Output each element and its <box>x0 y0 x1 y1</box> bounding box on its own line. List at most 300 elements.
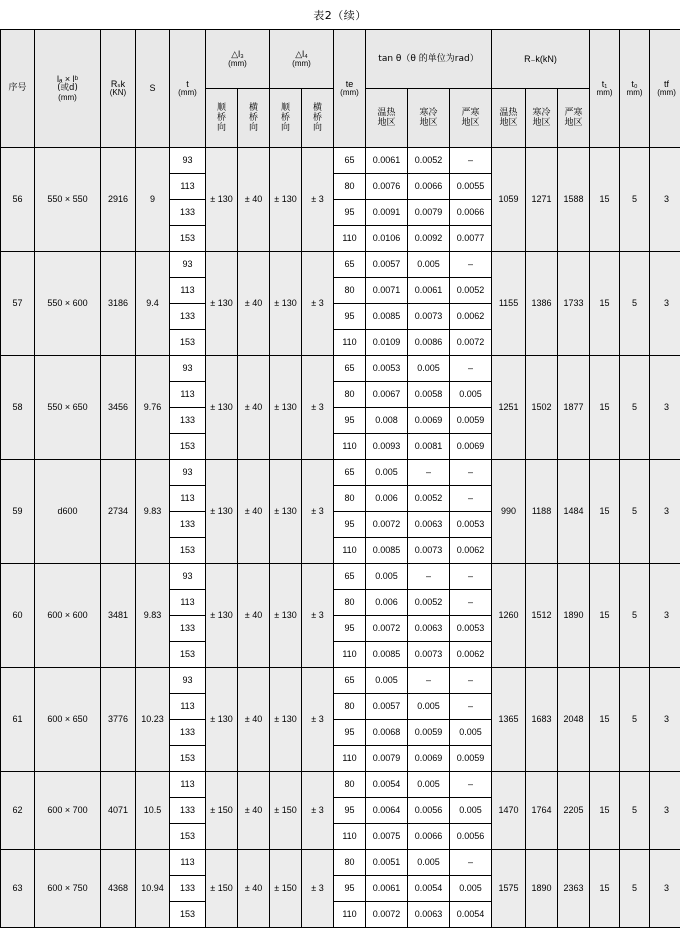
header-delta-l4 <box>270 30 334 89</box>
table-row <box>1 148 680 174</box>
header-t1-line2: mm) <box>590 89 619 98</box>
row-tan-cold <box>408 200 450 226</box>
row-tan-cold-value: 0.0092 <box>415 233 443 243</box>
row-dimension <box>35 252 101 356</box>
row-s-value: 9.76 <box>144 402 162 412</box>
header-rsk-line1: Rₛk <box>101 79 135 89</box>
row-tan-warm-value: 0.0067 <box>373 389 401 399</box>
row-rgk-severe-value: 2205 <box>564 805 584 815</box>
row-tan-severe <box>450 148 492 174</box>
row-te-value: 65 <box>344 467 354 477</box>
row-tan-cold <box>408 174 450 200</box>
row-t <box>170 148 206 174</box>
row-tan-cold-value: 0.0069 <box>415 753 443 763</box>
row-tan-severe-value: – <box>468 259 473 269</box>
row-t1-value: 15 <box>600 298 610 308</box>
row-te <box>334 434 366 460</box>
row-tan-cold-value: 0.005 <box>417 363 440 373</box>
row-tan-warm-value: 0.0093 <box>373 441 401 451</box>
row-tan-warm-value: 0.0054 <box>373 779 401 789</box>
row-tf-value: 3 <box>664 714 669 724</box>
row-tan-severe <box>450 616 492 642</box>
row-seq-value: 57 <box>12 298 22 308</box>
row-t0-value: 5 <box>632 402 637 412</box>
row-delta-l3-across <box>238 564 270 668</box>
row-tan-severe <box>450 694 492 720</box>
row-s <box>136 356 170 460</box>
row-dimension-value: 550 × 600 <box>47 298 87 308</box>
header-dl4a-1: 顺 <box>270 103 301 113</box>
row-tan-severe-value: 0.0069 <box>457 441 485 451</box>
row-te-value: 95 <box>344 883 354 893</box>
row-t1 <box>590 850 620 928</box>
header-dimension-line1: lₐ × lᵇ <box>35 74 100 84</box>
row-tan-cold <box>408 590 450 616</box>
row-te-value: 80 <box>344 779 354 789</box>
row-tan-cold <box>408 460 450 486</box>
row-te <box>334 512 366 538</box>
row-t <box>170 382 206 408</box>
row-tan-warm-value: 0.0091 <box>373 207 401 217</box>
row-rgk-cold <box>526 148 558 252</box>
row-tan-cold <box>408 746 450 772</box>
row-tan-severe <box>450 720 492 746</box>
header-t0 <box>620 30 650 148</box>
row-tan-warm-value: 0.005 <box>375 675 398 685</box>
row-tf <box>650 356 680 460</box>
row-tan-warm <box>366 798 408 824</box>
row-tan-warm <box>366 590 408 616</box>
header-t1 <box>590 30 620 148</box>
row-t0 <box>620 668 650 772</box>
row-tan-cold-value: 0.0069 <box>415 415 443 425</box>
header-rgk-warm-1: 温热 <box>492 108 525 118</box>
row-rgk-severe-value: 1877 <box>564 402 584 412</box>
row-t0-value: 5 <box>632 805 637 815</box>
row-t-value: 133 <box>180 883 195 893</box>
row-tan-cold-value: 0.0058 <box>415 389 443 399</box>
row-te-value: 80 <box>344 857 354 867</box>
row-tan-cold <box>408 356 450 382</box>
row-delta-l4-across-value: ± 3 <box>311 805 323 815</box>
row-tan-warm-value: 0.0106 <box>373 233 401 243</box>
row-t-value: 153 <box>180 909 195 919</box>
row-tan-severe <box>450 642 492 668</box>
row-te <box>334 824 366 850</box>
row-tan-warm-value: 0.0085 <box>373 311 401 321</box>
row-tan-cold <box>408 876 450 902</box>
row-te <box>334 616 366 642</box>
row-dimension-value: 600 × 600 <box>47 610 87 620</box>
row-tan-cold <box>408 616 450 642</box>
row-rsk-value: 3776 <box>108 714 128 724</box>
row-t0 <box>620 850 650 928</box>
row-tan-cold <box>408 252 450 278</box>
row-tan-warm-value: 0.0057 <box>373 701 401 711</box>
table-row <box>1 668 680 694</box>
row-t-value: 113 <box>180 779 194 789</box>
row-delta-l3-along-value: ± 130 <box>210 402 232 412</box>
row-tan-severe <box>450 512 492 538</box>
header-tan-warm-1: 温热 <box>366 108 407 118</box>
row-t0 <box>620 772 650 850</box>
row-delta-l3-across-value: ± 40 <box>245 194 262 204</box>
row-dimension <box>35 564 101 668</box>
row-tan-severe-value: 0.0062 <box>457 545 485 555</box>
row-tan-severe-value: 0.0052 <box>457 285 485 295</box>
row-te <box>334 798 366 824</box>
header-rsk <box>101 30 136 148</box>
row-te-value: 95 <box>344 311 354 321</box>
row-rgk-cold <box>526 460 558 564</box>
row-te <box>334 330 366 356</box>
row-rgk-severe <box>558 850 590 928</box>
row-t-value: 133 <box>180 311 195 321</box>
row-t-value: 153 <box>180 545 195 555</box>
row-tf-value: 3 <box>664 805 669 815</box>
row-s-value: 9.4 <box>146 298 159 308</box>
row-tan-cold <box>408 772 450 798</box>
row-delta-l3-across <box>238 668 270 772</box>
row-te <box>334 590 366 616</box>
table-row <box>1 564 680 590</box>
row-tan-severe-value: 0.0072 <box>457 337 485 347</box>
row-tan-warm-value: 0.008 <box>375 415 398 425</box>
row-t-value: 133 <box>180 207 195 217</box>
row-t-value: 153 <box>180 831 195 841</box>
row-te-value: 110 <box>342 649 356 659</box>
row-te-value: 80 <box>344 285 354 295</box>
row-tan-severe-value: 0.0055 <box>457 181 485 191</box>
row-tan-cold-value: – <box>426 675 431 685</box>
row-te <box>334 642 366 668</box>
row-delta-l3-across <box>238 148 270 252</box>
row-tan-cold-value: – <box>426 467 431 477</box>
header-tf <box>650 30 680 148</box>
row-te-value: 80 <box>344 181 354 191</box>
row-te-value: 95 <box>344 415 354 425</box>
row-t-value: 133 <box>180 623 195 633</box>
row-rgk-warm <box>492 772 526 850</box>
row-tan-severe <box>450 226 492 252</box>
row-te-value: 110 <box>342 233 356 243</box>
row-delta-l3-across <box>238 356 270 460</box>
row-dimension-value: 550 × 550 <box>47 194 87 204</box>
row-tan-cold-value: 0.0059 <box>415 727 443 737</box>
row-tan-severe <box>450 408 492 434</box>
row-rgk-warm-value: 1470 <box>499 805 519 815</box>
header-dl4a-3: 向 <box>270 123 301 133</box>
row-tan-warm <box>366 278 408 304</box>
row-tan-warm <box>366 408 408 434</box>
row-te-value: 110 <box>342 909 356 919</box>
row-te <box>334 278 366 304</box>
header-dimension-line3: (mm) <box>35 94 100 103</box>
header-tan-cold-2: 地区 <box>408 118 449 128</box>
header-tf-line1: tf <box>650 79 680 89</box>
row-delta-l3-along <box>206 252 238 356</box>
row-tf-value: 3 <box>664 506 669 516</box>
row-t-value: 133 <box>180 415 195 425</box>
row-tf <box>650 148 680 252</box>
row-tan-cold <box>408 278 450 304</box>
row-delta-l4-across <box>302 252 334 356</box>
row-tan-cold <box>408 382 450 408</box>
row-rgk-warm-value: 990 <box>501 506 516 516</box>
row-tf <box>650 772 680 850</box>
row-t <box>170 642 206 668</box>
row-tan-cold <box>408 512 450 538</box>
row-seq <box>1 148 35 252</box>
row-t0-value: 5 <box>632 506 637 516</box>
row-t-value: 153 <box>180 233 195 243</box>
row-t0 <box>620 564 650 668</box>
row-delta-l3-along-value: ± 130 <box>210 298 232 308</box>
row-te <box>334 408 366 434</box>
header-delta-l3-line2: (mm) <box>206 60 269 69</box>
table-row <box>1 252 680 278</box>
row-seq <box>1 668 35 772</box>
row-tan-cold <box>408 668 450 694</box>
row-tan-cold-value: 0.0052 <box>415 597 443 607</box>
row-dimension <box>35 460 101 564</box>
row-t-value: 153 <box>180 337 195 347</box>
row-te <box>334 668 366 694</box>
row-t <box>170 200 206 226</box>
row-rgk-severe-value: 1890 <box>564 610 584 620</box>
row-tan-severe-value: 0.0059 <box>457 753 485 763</box>
row-tan-severe <box>450 330 492 356</box>
row-tan-cold <box>408 408 450 434</box>
header-tan-warm-2: 地区 <box>366 118 407 128</box>
row-te <box>334 902 366 928</box>
row-t <box>170 486 206 512</box>
row-te-value: 110 <box>342 545 356 555</box>
row-delta-l4-along-value: ± 130 <box>274 714 296 724</box>
row-t0-value: 5 <box>632 883 637 893</box>
row-s <box>136 460 170 564</box>
row-rgk-warm <box>492 252 526 356</box>
row-t-value: 93 <box>182 155 192 165</box>
header-tan-severe-1: 严寒 <box>450 108 491 118</box>
row-rsk-value: 3456 <box>108 402 128 412</box>
row-tan-cold-value: 0.0066 <box>415 181 443 191</box>
row-delta-l4-along-value: ± 150 <box>274 805 296 815</box>
row-t0-value: 5 <box>632 714 637 724</box>
row-t1-value: 15 <box>600 883 610 893</box>
row-rgk-cold <box>526 668 558 772</box>
row-tan-warm <box>366 694 408 720</box>
row-t <box>170 668 206 694</box>
row-tan-warm <box>366 252 408 278</box>
row-tan-cold <box>408 148 450 174</box>
row-tan-severe <box>450 252 492 278</box>
header-t0-line2: mm) <box>620 89 649 98</box>
row-delta-l3-along <box>206 668 238 772</box>
row-tan-cold-value: 0.0079 <box>415 207 443 217</box>
row-delta-l4-across-value: ± 3 <box>311 610 323 620</box>
row-tan-cold-value: 0.0081 <box>415 441 443 451</box>
row-tan-severe <box>450 278 492 304</box>
row-delta-l3-across <box>238 772 270 850</box>
row-tan-warm <box>366 304 408 330</box>
row-t <box>170 616 206 642</box>
row-rgk-warm <box>492 356 526 460</box>
row-te <box>334 382 366 408</box>
row-tan-severe-value: 0.005 <box>459 389 482 399</box>
row-t <box>170 252 206 278</box>
row-rgk-warm <box>492 564 526 668</box>
row-tan-severe-value: 0.0077 <box>457 233 485 243</box>
header-rgk-cold <box>526 89 558 148</box>
row-t0 <box>620 356 650 460</box>
row-t-value: 93 <box>182 467 192 477</box>
row-rsk-value: 4071 <box>108 805 128 815</box>
row-t-value: 153 <box>180 753 195 763</box>
row-delta-l4-across-value: ± 3 <box>311 402 323 412</box>
row-rgk-warm-value: 1155 <box>499 298 518 308</box>
header-rsk-line2: (KN) <box>101 89 135 98</box>
row-tan-warm <box>366 460 408 486</box>
row-delta-l4-across <box>302 850 334 928</box>
row-tan-cold <box>408 720 450 746</box>
row-t1-value: 15 <box>600 194 610 204</box>
row-t-value: 113 <box>180 597 194 607</box>
row-tan-cold-value: 0.0073 <box>415 649 443 659</box>
row-delta-l3-across-value: ± 40 <box>245 402 262 412</box>
row-te-value: 80 <box>344 701 354 711</box>
row-t1 <box>590 564 620 668</box>
row-t <box>170 876 206 902</box>
header-delta-l4-across <box>302 89 334 148</box>
row-rgk-warm-value: 1575 <box>499 883 519 893</box>
table-row <box>1 772 680 798</box>
row-rgk-cold-value: 1271 <box>532 194 552 204</box>
row-t0 <box>620 252 650 356</box>
row-te-value: 65 <box>344 155 354 165</box>
row-te <box>334 486 366 512</box>
row-dimension <box>35 356 101 460</box>
row-tan-severe-value: – <box>468 571 473 581</box>
row-seq-value: 62 <box>12 805 22 815</box>
row-t <box>170 538 206 564</box>
row-tan-warm <box>366 434 408 460</box>
row-tan-warm-value: 0.0053 <box>373 363 401 373</box>
header-rgk-severe-1: 严寒 <box>558 108 589 118</box>
row-te <box>334 226 366 252</box>
row-t <box>170 330 206 356</box>
row-delta-l4-along <box>270 564 302 668</box>
row-te <box>334 148 366 174</box>
row-te-value: 65 <box>344 675 354 685</box>
row-delta-l3-along <box>206 460 238 564</box>
row-delta-l4-along <box>270 772 302 850</box>
row-dimension-value: 600 × 650 <box>47 714 87 724</box>
row-t <box>170 434 206 460</box>
row-dimension <box>35 850 101 928</box>
row-dimension <box>35 772 101 850</box>
row-tan-warm-value: 0.0072 <box>373 909 401 919</box>
row-seq <box>1 460 35 564</box>
header-rgk-warm <box>492 89 526 148</box>
header-rgk-cold-2: 地区 <box>526 118 557 128</box>
row-seq <box>1 850 35 928</box>
header-dl4b-2: 桥 <box>302 113 333 123</box>
row-tan-cold <box>408 486 450 512</box>
row-tf-value: 3 <box>664 194 669 204</box>
row-seq-value: 61 <box>12 714 22 724</box>
row-rgk-severe <box>558 252 590 356</box>
row-te <box>334 356 366 382</box>
row-rgk-cold-value: 1512 <box>532 610 552 620</box>
row-t <box>170 226 206 252</box>
row-tan-cold-value: 0.0066 <box>415 831 443 841</box>
row-tan-severe-value: 0.005 <box>459 727 482 737</box>
row-t1 <box>590 356 620 460</box>
table-row <box>1 460 680 486</box>
row-tan-warm-value: 0.0075 <box>373 831 401 841</box>
row-te-value: 95 <box>344 805 354 815</box>
header-dl4b-1: 横 <box>302 103 333 113</box>
row-dimension-value: 600 × 750 <box>47 883 87 893</box>
row-delta-l4-across-value: ± 3 <box>311 714 323 724</box>
row-tan-severe <box>450 174 492 200</box>
header-te-line2: (mm) <box>334 89 365 98</box>
row-tan-severe <box>450 434 492 460</box>
row-s <box>136 564 170 668</box>
row-tan-cold <box>408 304 450 330</box>
row-delta-l4-across <box>302 772 334 850</box>
row-tan-warm <box>366 200 408 226</box>
row-rgk-warm-value: 1059 <box>499 194 519 204</box>
header-delta-l3-along <box>206 89 238 148</box>
row-rsk-value: 2916 <box>108 194 128 204</box>
row-tan-cold-value: – <box>426 571 431 581</box>
row-delta-l4-across <box>302 356 334 460</box>
row-tan-warm <box>366 720 408 746</box>
row-te-value: 95 <box>344 519 354 529</box>
row-tan-cold-value: 0.005 <box>417 779 440 789</box>
row-tan-cold <box>408 538 450 564</box>
row-tan-cold <box>408 564 450 590</box>
row-t-value: 113 <box>180 285 194 295</box>
row-t <box>170 512 206 538</box>
row-delta-l4-along <box>270 850 302 928</box>
header-tan-theta: tan θ（θ 的单位为rad） <box>366 30 492 89</box>
row-t1 <box>590 252 620 356</box>
row-seq-value: 58 <box>12 402 22 412</box>
row-rgk-severe-value: 2048 <box>564 714 584 724</box>
row-rgk-warm <box>492 668 526 772</box>
row-tan-warm <box>366 538 408 564</box>
row-t <box>170 278 206 304</box>
row-t1 <box>590 668 620 772</box>
row-tan-cold-value: 0.005 <box>417 857 440 867</box>
row-t-value: 93 <box>182 571 192 581</box>
row-rsk <box>101 460 136 564</box>
row-seq <box>1 564 35 668</box>
table-header <box>1 30 680 148</box>
row-tan-warm <box>366 174 408 200</box>
row-tf-value: 3 <box>664 883 669 893</box>
row-t-value: 153 <box>180 649 195 659</box>
row-delta-l3-across <box>238 252 270 356</box>
row-tan-severe <box>450 564 492 590</box>
row-rgk-severe-value: 1588 <box>564 194 584 204</box>
row-delta-l3-along <box>206 148 238 252</box>
row-tan-severe <box>450 304 492 330</box>
header-rgk-warm-2: 地区 <box>492 118 525 128</box>
